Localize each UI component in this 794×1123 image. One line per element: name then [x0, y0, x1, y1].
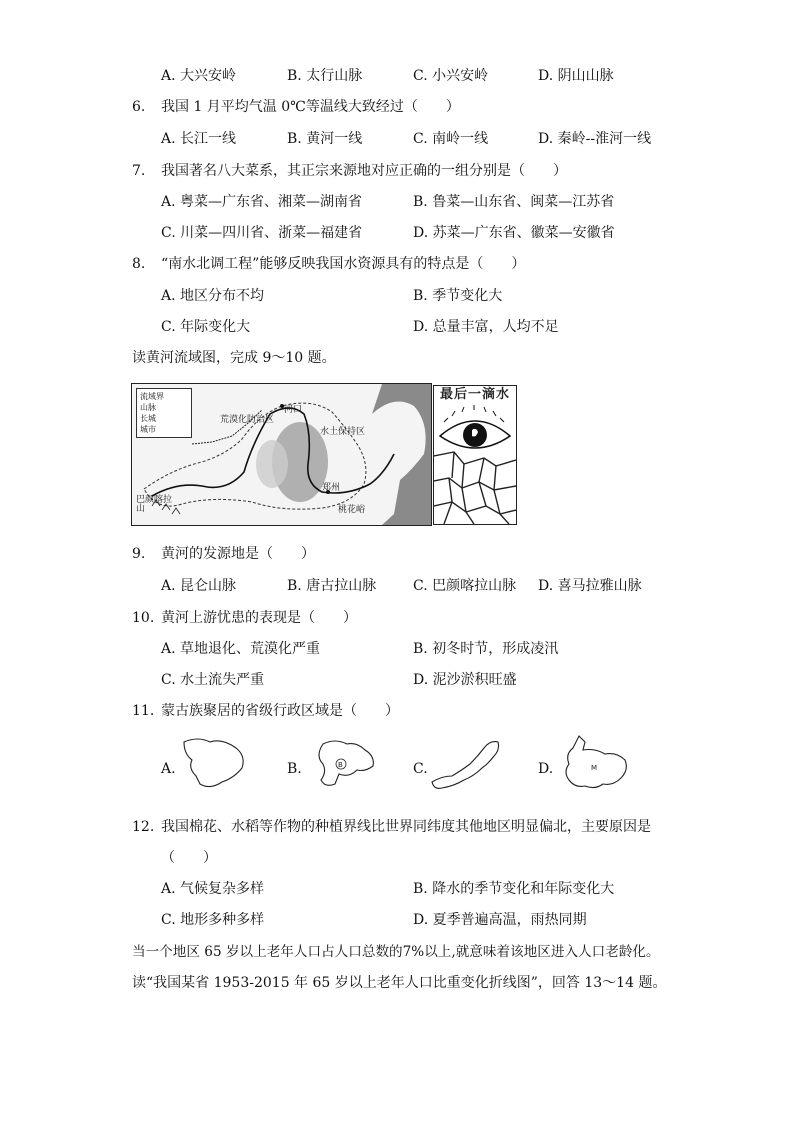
q10-option-a: A. 草地退化、荒漠化严重	[161, 641, 321, 657]
yellow-river-map	[131, 383, 432, 526]
q8-option-c: C. 年际变化大	[161, 319, 251, 335]
q12-option-d: D. 夏季普遍高温，雨热同期	[413, 912, 587, 928]
legend-great-wall: 长城	[140, 414, 156, 423]
q8-option-d: D. 总量丰富，人均不足	[413, 319, 559, 335]
q5-option-c: C. 小兴安岭	[413, 68, 489, 84]
q12-option-c: C. 地形多种多样	[161, 912, 265, 928]
q11-number: 11.	[132, 703, 155, 719]
svg-text:B: B	[338, 761, 343, 769]
q5-option-d: D. 阴山山脉	[538, 68, 614, 84]
q10-option-c: C. 水土流失严重	[161, 672, 265, 688]
q8-number: 8.	[132, 256, 146, 272]
map-label-taohuayu: 桃花峪	[338, 505, 366, 515]
q11-map-a-heilongjiang	[178, 734, 252, 794]
svg-text:M: M	[591, 764, 598, 772]
legend-city: 城市	[140, 425, 156, 434]
q10-number: 10.	[132, 610, 155, 626]
map-label-hekou: 河口	[284, 405, 303, 415]
q9-option-a: A. 昆仑山脉	[161, 578, 237, 594]
q12-option-a: A. 气候复杂多样	[161, 881, 265, 897]
map-label-zhengzhou: 郑州	[322, 483, 341, 493]
q12-stem: 我国棉花、水稻等作物的种植界线比世界同纬度其他地区明显偏北，主要原因是	[161, 819, 651, 835]
q9-option-d: D. 喜马拉雅山脉	[538, 578, 642, 594]
cracked-earth-eye	[434, 386, 516, 524]
q5-option-a: A. 大兴安岭	[161, 68, 237, 84]
q11-option-b: B.	[287, 761, 302, 777]
q10-option-d: D. 泥沙淤积旺盛	[413, 672, 517, 688]
q6-stem: 我国 1 月平均气温 0℃等温线大致经过（ ）	[161, 99, 460, 115]
aging-definition: 当一个地区 65 岁以上老年人口占人口总数的7%以上,就意味着该地区进入人口老龄化。	[132, 944, 660, 960]
q12-stem-bracket: （ ）	[161, 850, 217, 866]
legend-mountain: 山脉	[140, 403, 156, 412]
q11-stem: 蒙古族聚居的省级行政区域是（ ）	[161, 703, 399, 719]
q11-option-a: A.	[161, 761, 176, 777]
q6-option-b: B. 黄河一线	[287, 131, 363, 147]
q8-option-a: A. 地区分布不均	[161, 288, 265, 304]
q6-number: 6.	[132, 99, 146, 115]
q11-option-c: C.	[413, 761, 428, 777]
q10-option-b: B. 初冬时节，形成凌汛	[413, 641, 559, 657]
q9-number: 9.	[132, 546, 146, 562]
intro-9-10: 读黄河流域图，完成 9～10 题。	[132, 350, 336, 366]
q7-stem: 我国著名八大菜系，其正宗来源地对应正确的一组分别是（ ）	[161, 163, 567, 179]
q11-map-d-yunnan	[555, 730, 635, 796]
q12-number: 12.	[132, 819, 155, 835]
q7-option-d: D. 苏菜—广东省、徽菜—安徽省	[413, 225, 615, 241]
q8-stem: “南水北调工程”能够反映我国水资源具有的特点是（ ）	[161, 256, 526, 272]
q11-option-d: D.	[538, 761, 554, 777]
q10-stem: 黄河上游忧患的表现是（ ）	[161, 610, 357, 626]
q11-map-c-inner-mongolia	[428, 736, 504, 794]
q9-option-b: B. 唐古拉山脉	[287, 578, 377, 594]
q6-option-c: C. 南岭一线	[413, 131, 489, 147]
q8-option-b: B. 季节变化大	[413, 288, 503, 304]
q7-option-b: B. 鲁菜—山东省、闽菜—江苏省	[413, 194, 615, 210]
legend-basin-boundary: 流域界	[140, 392, 164, 401]
q7-option-c: C. 川菜—四川省、浙菜—福建省	[161, 225, 363, 241]
q6-option-d: D. 秦岭--淮河一线	[538, 131, 652, 147]
q11-map-b-hebei	[303, 734, 383, 794]
q7-number: 7.	[132, 163, 146, 179]
map-legend	[136, 388, 192, 438]
q6-option-a: A. 长江一线	[161, 131, 237, 147]
poster-title: 最后一滴水	[440, 387, 511, 402]
q9-stem: 黄河的发源地是（ ）	[161, 546, 315, 562]
map-label-bayan-har: 巴颜喀拉山	[136, 495, 173, 514]
map-label-soil-conservation: 水土保持区	[320, 427, 366, 437]
intro-13-14: 读“我国某省 1953-2015 年 65 岁以上老年人口比重变化折线图”，回答 13～14 题。	[132, 975, 667, 991]
q5-option-b: B. 太行山脉	[287, 68, 363, 84]
q7-option-a: A. 粤菜—广东省、湘菜—湖南省	[161, 194, 363, 210]
q12-option-b: B. 降水的季节变化和年际变化大	[413, 881, 615, 897]
q9-option-c: C. 巴颜喀拉山脉	[413, 578, 517, 594]
map-label-desertification: 荒漠化防治区	[220, 415, 275, 425]
last-drop-poster	[433, 385, 517, 525]
